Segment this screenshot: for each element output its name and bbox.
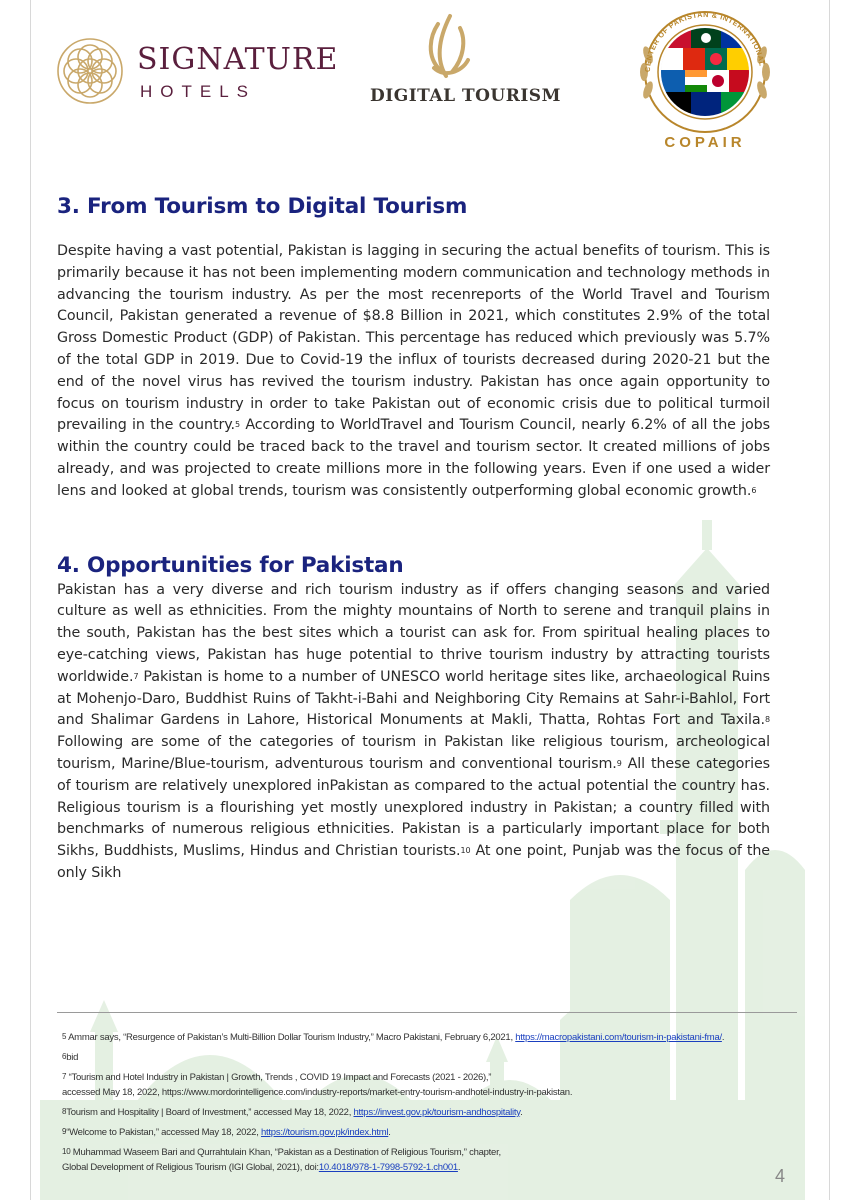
section-4-text-e: At one point, Punjab was the focus of the only Sikh [57, 843, 770, 881]
footnote-5: $^5$ Ammar says, “Resurgence of Pakistan’s Multi-Billion Dollar Tourism Industry,” Macro Pakistani, February 6,2021, https://macropakistani.com/tourism-in-pakistani-fma/. [62, 1032, 725, 1043]
section-4-text-c: Following are some of the categories of tourism in Pakistan like religious tourism, archeological tourism, Marine/Blue-tourism, adventurous tourism and conventional tourism. [57, 734, 770, 772]
footnote-ref-10[interactable]: 10 [460, 846, 471, 856]
page-header [0, 0, 847, 175]
signature-logo-sub: HOTELS [140, 82, 257, 101]
signature-logo-name: SIGNATURE [137, 42, 339, 77]
footnote-8-link[interactable]: https://invest.gov.pk/tourism-andhospitality [353, 1107, 521, 1118]
footnote-ref-8[interactable]: 8 [765, 715, 770, 725]
section-4-text-b: Pakistan is home to a number of UNESCO world heritage sites like, archaeological Ruins at Mohenjo-Daro, Buddhist Ruins of Takht-i-Bahi and Neighboring City Remains at Sahr-i-Bahlol, Fort and Shalimar Gardens in Lahore, Historical Monuments at Makli, Thatta, Rohtas Fort and Taxila. [57, 668, 770, 729]
copair-ring-text: CENTER OF PAKISTAN & INTERNATIONAL [642, 10, 767, 73]
footnote-ref-9[interactable]: 9 [616, 758, 622, 768]
digital-tourism-logo-name: DIGITAL TOURISM [370, 86, 561, 106]
footnote-ref-6[interactable]: 6 [751, 485, 757, 495]
footnote-7-continued: accessed May 18, 2022, https://www.mordorintelligence.com/industry-reports/market-entry-tourism-andhotel-industry-in-pakistan. [62, 1087, 573, 1098]
page-number: 4 [774, 1166, 785, 1186]
section-4-text-d: All these categories of tourism are relatively unexplored inPakistan as compared to the actual potential the country has. Religious tourism is a flourishing yet mostly unexplored industry in Pakistan; a country filled with benchmarks of numerous religious ethnicities. Pakistan is a particularly important place for both Sikhs, Buddhists, Muslims, Hindus and Christian tourists. [57, 755, 770, 860]
section-4-paragraph [57, 580, 770, 885]
copair-logo [630, 10, 780, 160]
footnote-5-link[interactable]: https://macropakistani.com/tourism-in-pakistani-fma/ [515, 1032, 722, 1043]
signature-hotels-logo [55, 36, 339, 116]
footnote-ref-7[interactable]: 7 [133, 671, 139, 681]
digital-tourism-logo [368, 10, 561, 110]
footnote-9-link[interactable]: https://tourism.gov.pk/index.html [261, 1127, 389, 1138]
section-3-heading: 3. From Tourism to Digital Tourism [57, 194, 468, 219]
ornament-icon [55, 36, 125, 106]
footnote-divider [57, 1012, 797, 1013]
copair-logo-name: COPAIR [664, 134, 746, 151]
leaf-swirl-icon [416, 10, 476, 80]
globe-flags-icon [630, 10, 780, 134]
main-content [57, 190, 770, 885]
footnote-6: $^6$bid [62, 1052, 79, 1063]
footnote-10-continued: Global Development of Religious Tourism (IGI Global, 2021), doi:10.4018/978-1-7998-5792-1.ch001. [62, 1162, 461, 1173]
section-3-text-a: Despite having a vast potential, Pakistan is lagging in securing the actual benefits of tourism. This is primarily because it has not been implementing modern communication and technology methods in advancing the tourism industry. As per the most recenreports of the World Travel and Tourism Council, Pakistan generated a revenue of $8.8 Billion in 2021, which constitutes 2.9% of the total Gross Domestic Product (GDP) of Pakistan. This percentage has reduced which previously was 5.7% of the total GDP in 2019. Due to Covid-19 the influx of tourists decreased during 2020-21 but the end of the novel virus has revived the tourism industry. Pakistan has once again opportunity to focus on tourism industry in order to take Pakistan out of economic crisis due to political turmoil prevailing in the country. [57, 243, 770, 434]
footnote-7: $^7$ “Tourism and Hotel Industry in Pakistan | Growth, Trends , COVID 19 Impact and Forecasts (2021 - 2026),” [62, 1072, 492, 1083]
section-3-text-b: According to WorldTravel and Tourism Council, nearly 6.2% of all the jobs within the country could be traced back to the travel and tourism sector. It created millions of jobs already, and was projected to create millions more in the following years. Even if one used a wider lens and looked at global trends, tourism was consistently outperforming global economic growth. [57, 417, 770, 499]
section-3-paragraph [57, 241, 770, 503]
footnote-9: $^9$“Welcome to Pakistan,” accessed May 18, 2022, https://tourism.gov.pk/index.html. [62, 1127, 391, 1138]
footnote-10-link[interactable]: 10.4018/978-1-7998-5792-1.ch001 [318, 1162, 458, 1173]
section-4-text-a: Pakistan has a very diverse and rich tourism industry as if offers changing seasons and varied culture as well as ethnicities. From the mighty mountains of North to serene and tranquil plains in the south, Pakistan has the best sites which a tourist can ask for. From spiritual healing places to eye-catching views, Pakistan has huge potential to thrive tourism industry by attracting tourists worldwide. [57, 581, 770, 685]
footnote-8: $^8$Tourism and Hospitality | Board of Investment,” accessed May 18, 2022, https://invest.gov.pk/tourism-andhospitality. [62, 1107, 523, 1118]
footnote-ref-5[interactable]: 5 [235, 420, 241, 430]
section-4-heading: 4. Opportunities for Pakistan [57, 552, 404, 578]
footnote-10: $^{10}$ Muhammad Waseem Bari and Qurrahtulain Khan, “Pakistan as a Destination of Religious Tourism,” chapter, [62, 1147, 501, 1158]
footnotes [62, 1032, 752, 1182]
